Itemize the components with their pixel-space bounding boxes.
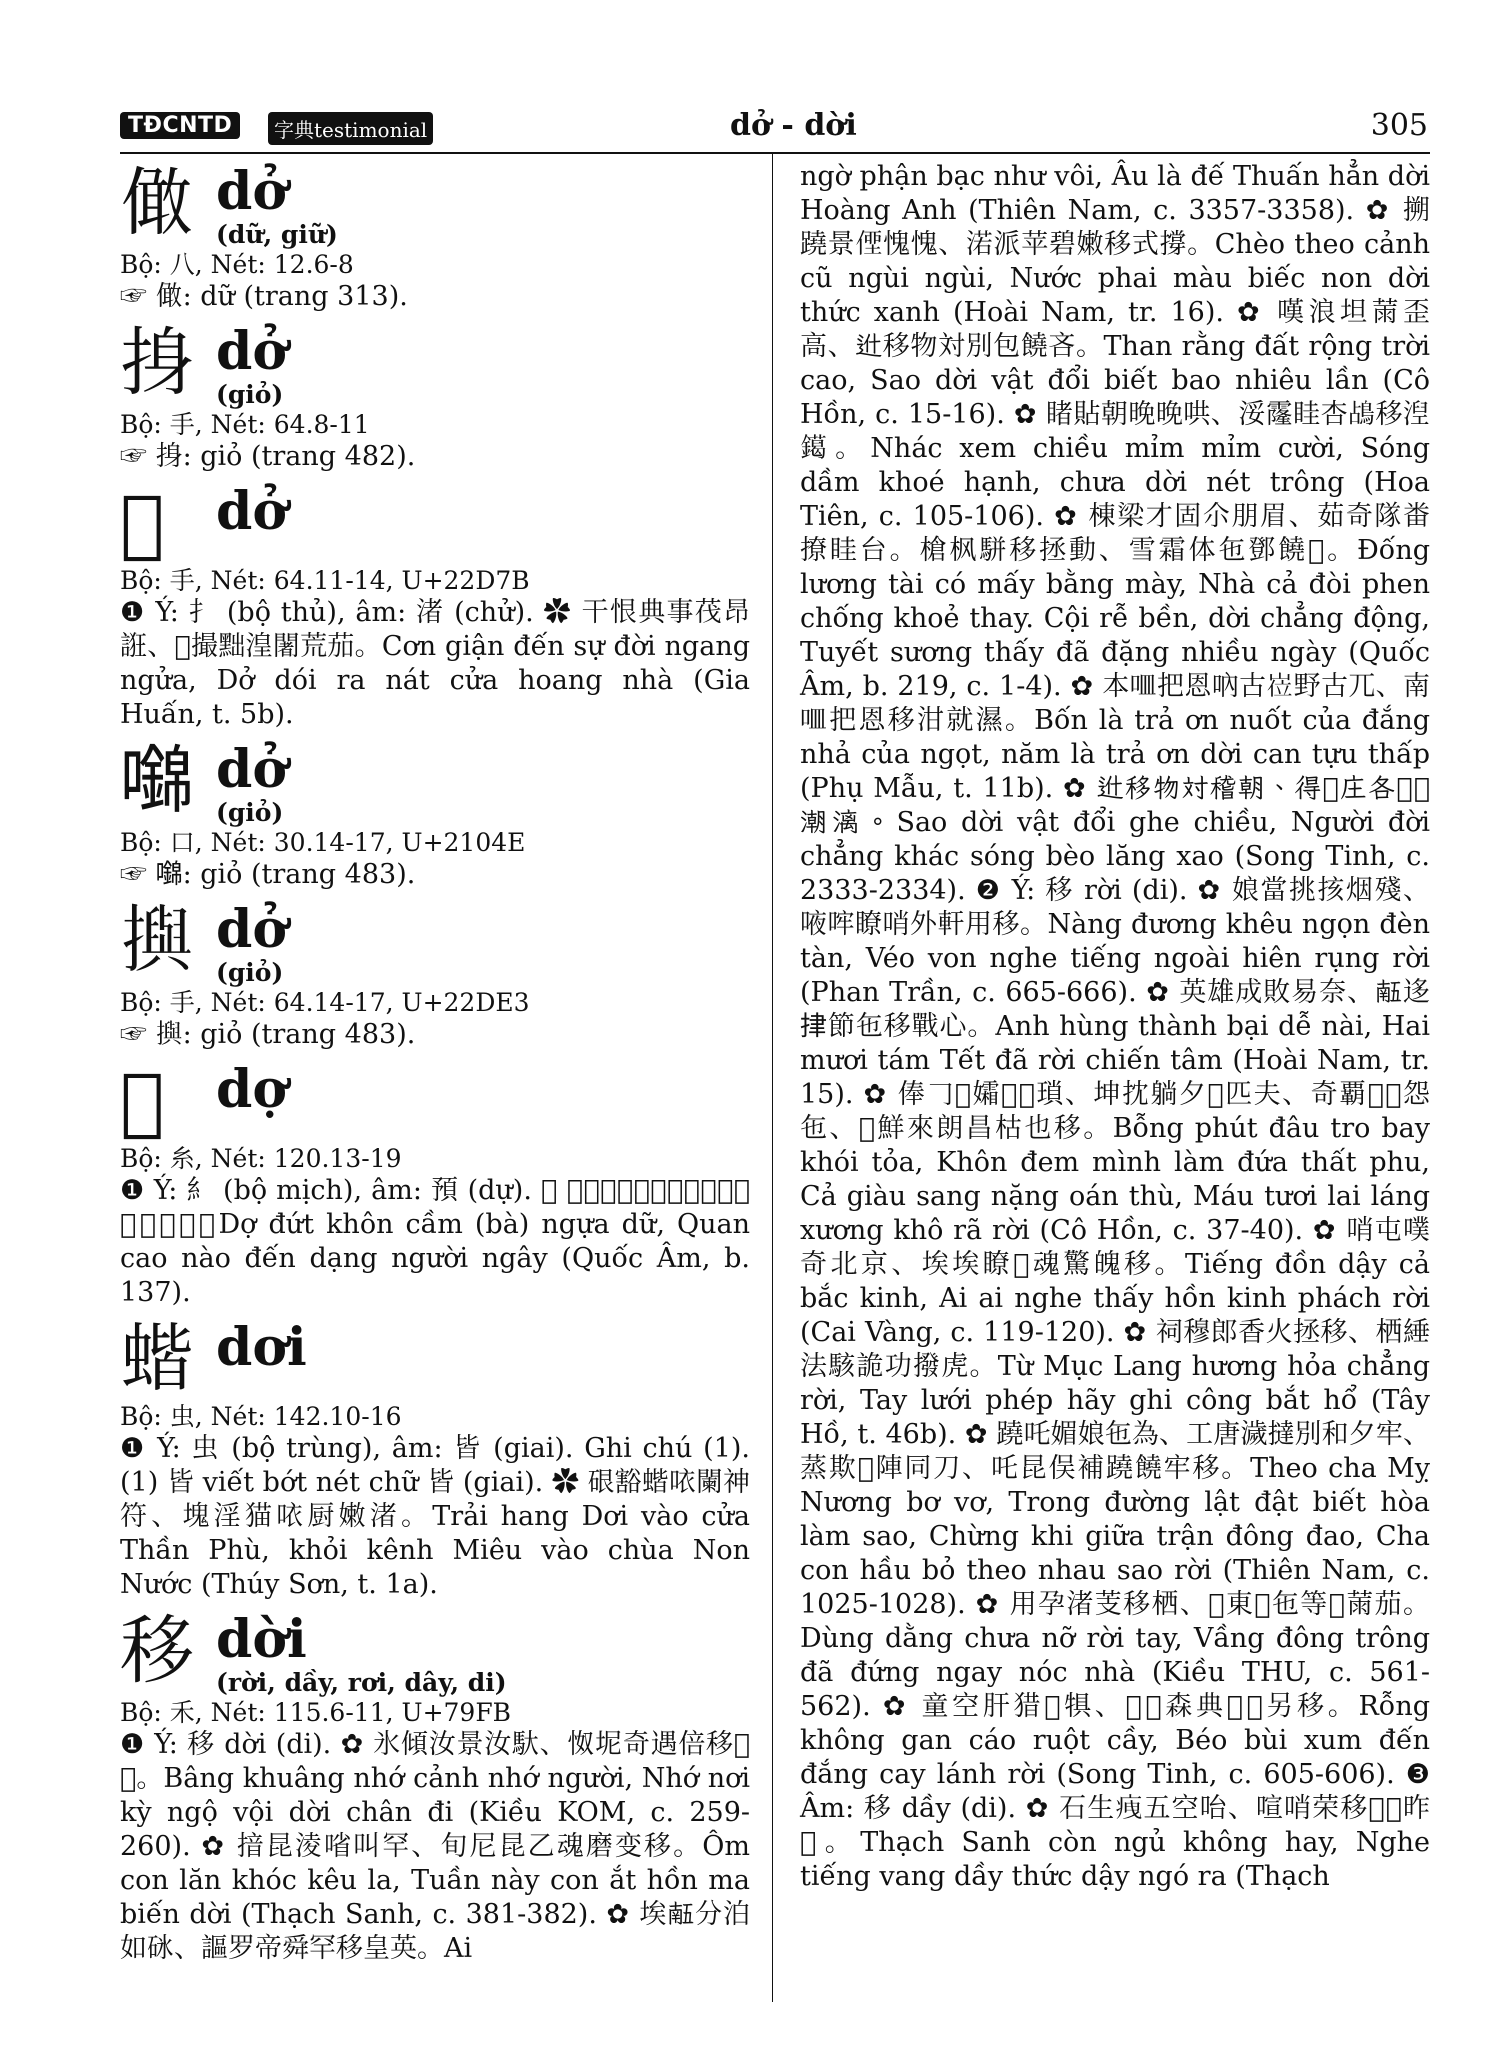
entry-meta: Bộ: 手, Nét: 64.8-11	[120, 410, 370, 439]
entry-meta: Bộ: 手, Nét: 64.11-14, U+22D7B	[120, 566, 530, 595]
entry-character: 移	[120, 1608, 194, 1694]
page-header	[120, 108, 1428, 148]
entry-head	[216, 738, 287, 828]
entry-body: ☞ 㒈: dữ (trang 313).	[120, 281, 408, 312]
dictionary-entry	[120, 1316, 750, 1602]
entry-body: ☞ 㧶: giỏ (trang 482).	[120, 441, 416, 472]
entry-body: ☞ 𡄎: giỏ (trang 483).	[120, 859, 416, 890]
logo-han-nom: 字典testimonial	[268, 112, 433, 145]
entry-meta: Bộ: 八, Nét: 12.6-8	[120, 250, 354, 279]
entry-variants: (rời, dầy, rơi, dây, di)	[216, 1668, 507, 1697]
entry-headword: dở	[216, 481, 288, 542]
dictionary-entry	[120, 1608, 750, 1966]
logo-badge: TĐCNTD	[120, 112, 240, 139]
left-column	[120, 160, 750, 1972]
entry-meta: Bộ: 糸, Nét: 120.13-19	[120, 1144, 402, 1173]
entry-body: ☞ 𢷣: giỏ (trang 483).	[120, 1019, 416, 1050]
entry-character: 㒈	[120, 160, 194, 246]
entry-headword: dở	[216, 739, 288, 800]
entry-character: 蝔	[120, 1316, 194, 1402]
entry-meta: Bộ: 禾, Nét: 115.6-11, U+79FB	[120, 1698, 512, 1727]
entry-character: 𢵻	[120, 480, 165, 566]
entry-head	[216, 480, 287, 540]
entry-headword: dở	[216, 161, 288, 222]
entry-variants: (giỏ)	[216, 958, 284, 987]
column-divider	[772, 152, 773, 2002]
entry-body: ❶ Ý: 糹 (bộ mịch), âm: 預 (dự). ✿ 𦆣怛坤拎婆馭㒈、官高市典羕馱痗。Dợ đứt khôn cầm (bà) ngựa dữ, Quan cao nào đến dạng người ngây (Quốc Âm, b. 137).	[120, 1175, 750, 1308]
entry-meta: Bộ: 虫, Nét: 142.10-16	[120, 1402, 402, 1431]
right-column	[800, 160, 1430, 1894]
entry-character: 𡄎	[120, 738, 194, 824]
entry-character: 𦆣	[120, 1058, 165, 1144]
dictionary-entry	[120, 1058, 750, 1310]
dictionary-entry	[120, 320, 750, 474]
entry-head	[216, 160, 338, 250]
dictionary-entry	[120, 480, 750, 732]
entry-character: 㧶	[120, 320, 194, 406]
entry-headword: dơi	[216, 1317, 307, 1378]
entry-body: ❶ Ý: 移 dời (di). ✿ 氷傾汝景汝馱、怓坭奇遇倍移𨀈𧿆。Bâng khuâng nhớ cảnh nhớ người, Nhớ nơi kỳ ngộ vội dời chân đi (Kiều KOM, c. 259-260). ✿ 揞昆淩㗂叫罕、旬尼昆乙魂磨变移。Ôm con lăn khóc kêu la, Tuần này con ắt hồn ma biến dời (Thạch Sanh, c. 381-382). ✿ 埃𠄼分泊如砯、謳罗帝舜罕移皇英。Ai	[120, 1729, 750, 1964]
entry-head	[216, 1316, 307, 1376]
dictionary-entry	[120, 738, 750, 892]
entry-head	[216, 898, 287, 988]
entry-meta: Bộ: 手, Nét: 64.14-17, U+22DE3	[120, 988, 530, 1017]
entry-meta: Bộ: 口, Nét: 30.14-17, U+2104E	[120, 828, 526, 857]
entry-head	[216, 1608, 507, 1698]
entry-variants: (giỏ)	[216, 380, 284, 409]
entry-headword: dở	[216, 899, 288, 960]
entry-headword: dở	[216, 321, 288, 382]
entry-body: ❶ Ý: 扌 (bộ thủ), âm: 渚 (chử). ✿ 干恨典事茷昂誑、𢵻撮黜湟闍荒茄。Cơn giận đến sự đời ngang ngửa, Dở dói ra nát cửa hoang nhà (Gia Huấn, t. 5b).	[120, 597, 750, 730]
entry-character: 𢷣	[120, 898, 194, 984]
dictionary-entry	[120, 898, 750, 1052]
entry-headword: dợ	[216, 1059, 288, 1120]
header-rule	[120, 152, 1430, 154]
entry-head	[216, 320, 287, 410]
dictionary-entry	[120, 160, 750, 314]
entry-headword: dời	[216, 1609, 307, 1670]
entry-variants: (giỏ)	[216, 798, 284, 827]
running-head: dở - dời	[730, 108, 857, 143]
entry-head	[216, 1058, 287, 1118]
entry-body: ❶ Ý: 虫 (bộ trùng), âm: 皆 (giai). Ghi chú (1). (1) 皆 viết bớt nét chữ 皆 (giai). ✿ 硍豁蝔𠲖闌神符、塊淫猫𠲖厨嫩渚。Trải hang Dơi vào cửa Thần Phù, khỏi kênh Miêu vào chùa Non Nước (Thúy Sơn, t. 1a).	[120, 1433, 750, 1600]
entry-continuation-text: ngờ phận bạc như vôi, Âu là đế Thuấn hẳn dời Hoàng Anh (Thiên Nam, c. 3357-3358). ✿ 搠蹺景𠋿愧愧、渃派苹碧嫩移式撐。Chèo theo cảnh cũ ngùi ngùi, Nước phai màu biếc non dời thức xanh (Hoài Nam, tr. 16). ✿ 嘆浪坦𦲸歪高、𨑮移物対別包饒吝。Than rằng đất rộng trời cao, Sao dời vật đổi biết bao nhiêu lần (Cô Hồn, c. 15-16). ✿ 睹貼朝晚晚哄、浽霳眭杏𪀄移湼𨭛。Nhác xem chiều mỉm mỉm cười, Sóng dầm khoé hạnh, chưa dời nét trông (Hoa Tiên, c. 105-106). ✿ 棟梁才固尒朋眉、茹奇隊畨撩眭台。槍枫駢移拯動、雪霜体㐌鄧饒𣇞。Đống lương tài có mấy bằng mày, Nhà cả đòi phen chống khoẻ thay. Cội rễ bền, dời chẳng động, Tuyết sương thấy đã đặng nhiều ngày (Quốc Âm, b. 219, c. 1-4). ✿ 本𠰘把恩吶古𡸏野古兀、南𠰘把恩移泔就濕。Bốn là trả ơn nuốt của đắng nhả của ngọt, năm là trả ơn dời can tựu thấp (Phụ Mẫu, t. 11b). ✿ 𨑮移物対稽朝、得𦬑庄各浽𤁕潮漓。Sao dời vật đổi ghe chiều, Người đời chẳng khác sóng bèo lăng xao (Song Tinh, c. 2333-2334). ❷ Ý: 移 rời (di). ✿ 娘當挑㧡烟殘、㖡哰瞭哨外軒用移。Nàng đương khêu ngọn đèn tàn, Véo von nghe tiếng ngoài hiên rụng rời (Phan Trần, c. 665-666). ✿ 英雄成敗易奈、𠄼迻𢫫節㐌移戰心。Anh hùng thành bại dễ nài, Hai mươi tám Tết đã rời chiến tâm (Hoài Nam, tr. 15). ✿ 俸𠃌𠺙孀𨁟𡏧瑣、坤抌躺夕𠀧匹夫、奇覇𪓷𥗍怨㐌、𣈙鮮來朗昌枯也移。Bỗng phút đâu tro bay khói tỏa, Khôn đem mình làm đứa thất phu, Cả giàu sang nặng oán thù, Máu tươi lai láng xương khô rã rời (Cô Hồn, c. 37-40). ✿ 哨屯噗奇北京、埃埃瞭𧡊魂驚魄移。Tiếng đồn dậy cả bắc kinh, Ai ai nghe thấy hồn kinh phách rời (Cai Vàng, c. 119-120). ✿ 祠穆郎香火拯移、栖綞法駭詭功撥虎。Từ Mục Lang hương hỏa chẳng rời, Tay lưới phép hãy ghi công bắt hổ (Tây Hồ, t. 46b). ✿ 蹺吒媚娘㐌為、工唐濊撻別和夕牢、蒸欺𤞻陣同刀、吒昆俣補蹺饒牢移。Theo cha Mỵ Nương bơ vơ, Trong đường lật đật biết hòa làm sao, Chừng khi giữa trận đông đao, Cha con hầu bỏ theo nhau sao rời (Thiên Nam, c. 1025-1028). ✿ 用孕渚芰移栖、𥪝東𥊘㐌等𧿆𦲸茄。Dùng dằng chưa nỡ rời tay, Vầng đông trông đã đứng ngay nóc nhà (Kiều THU, c. 561-562). ✿ 童空肝猎𦛌犋、𦟐𧞣森典𡸏𦰝另移。Rỗng không gan cáo ruột cầy, Béo bùi xum đến đắng cay lánh rời (Song Tinh, c. 605-606). ❸ Âm: 移 dầy (di). ✿ 石生𤵺五空咍、喧哨荣移𥋳𠯇昨𠴍。Thạch Sanh còn ngủ không hay, Nghe tiếng vang dầy thức dậy ngó ra (Thạch	[800, 161, 1430, 1892]
page-number: 305	[1370, 108, 1428, 143]
entry-variants: (dữ, giữ)	[216, 220, 338, 249]
